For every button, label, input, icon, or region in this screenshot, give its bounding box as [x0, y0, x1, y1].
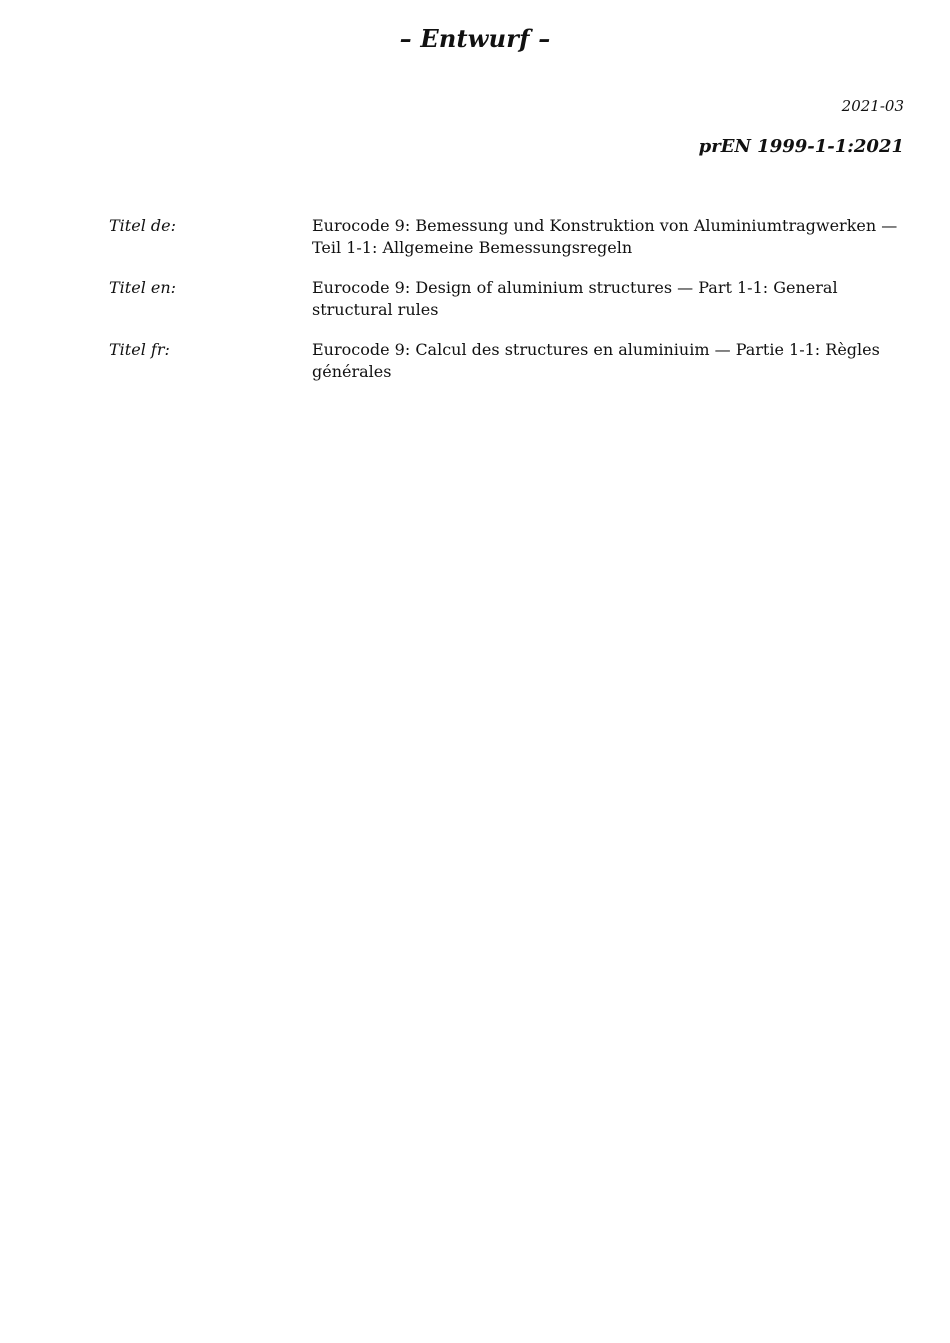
title-value-en: Eurocode 9: Design of aluminium structures — Part 1-1: General structural rules: [312, 278, 838, 319]
title-label-en: Titel en:: [109, 278, 177, 297]
title-label-fr: Titel fr:: [109, 340, 170, 359]
draft-heading: – Entwurf –: [399, 24, 551, 53]
title-label-de: Titel de:: [109, 216, 176, 235]
title-row-en: [109, 277, 904, 321]
title-value-de: Eurocode 9: Bemessung und Konstruktion von Aluminiumtragwerken — Teil 1-1: Allgemeine Bemessungsregeln: [312, 216, 898, 257]
title-table: [109, 215, 904, 401]
document-date: 2021-03: [841, 97, 904, 115]
title-row-de: [109, 215, 904, 259]
document-number: prEN 1999-1-1:2021: [698, 136, 904, 157]
title-row-fr: [109, 339, 904, 383]
title-value-fr: Eurocode 9: Calcul des structures en aluminiuim — Partie 1-1: Règles générales: [312, 340, 880, 381]
